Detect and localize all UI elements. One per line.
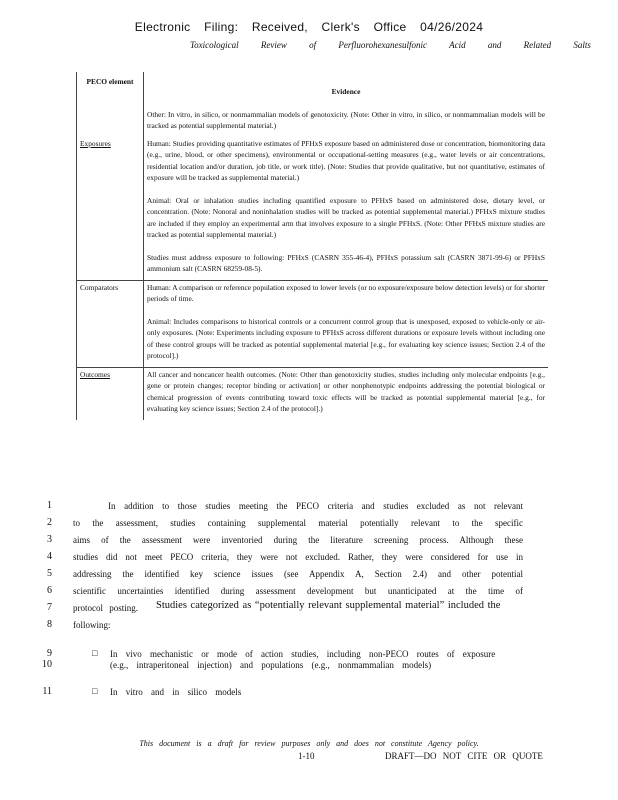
checkbox-bullet-icon: □ [92,648,98,658]
line-number: 9 [47,648,52,659]
page-number: 1-10 [298,751,315,761]
row-evidence-comparators: Human: A comparison or reference population exposed to lower levels (or no exposure/exposure below detection levels) or for shorter periods of time. Animal: Includes comparisons to historical controls or a concurrent control group that is unexposed, exposed to vehicle-only or air-only exposures. (Note: Experiments including exposure to PFHxS across different durations or exposure levels without including one of these control groups will be tracked as potential supplemental material [e.g., for evaluating key science issues; Section 2.4 of the protocol].) [144,280,549,367]
line-number: 5 [47,568,52,579]
body-line: protocol posting. [73,603,138,613]
line-number: 4 [47,551,52,562]
body-line: following: [73,620,111,630]
body-line: addressing the identified key science issues (see Appendix A, Section 2.4) and other potential [73,569,523,579]
table-row [77,280,549,367]
table-header-row [77,72,549,101]
document-title: Toxicological Review of Perfluorohexanesulfonic Acid and Related Salts [190,40,591,50]
list-item: (e.g., intraperitoneal injection) and populations (e.g., nonmammalian models) [110,660,432,670]
body-line: aims of the assessment were inventoried during the literature screening process. Although these [73,535,523,545]
table-row [77,101,549,137]
list-item: In vitro and in silico models [110,687,242,697]
body-line: scientific uncertainties identified during assessment development but unanticipated at the time of [73,586,523,596]
row-label-comparators: Comparators [77,280,144,367]
line-number: 1 [47,500,52,511]
line-number: 10 [42,659,52,670]
row-label-outcomes: Outcomes [77,367,144,420]
body-line: Studies categorized as “potentially relevant supplemental material” included the [156,600,501,611]
col-header-evidence: Evidence [144,72,549,101]
peco-table [76,72,548,420]
line-number: 8 [47,619,52,630]
list-item: In vivo mechanistic or mode of action studies, including non-PECO routes of exposure [110,649,496,659]
line-number: 11 [42,686,52,697]
filing-stamp: Electronic Filing: Received, Clerk's Office 04/26/2024 [134,20,484,34]
checkbox-bullet-icon: □ [92,686,98,696]
draft-notice: DRAFT—DO NOT CITE OR QUOTE [385,751,543,761]
row-evidence: Other: In vitro, in silico, or nonmammalian models of genotoxicity. (Note: Other in vitro, in silico, or nonmammalian models will be tracked as potential supplemental material.) [144,101,549,137]
line-number: 7 [47,602,52,613]
row-label [77,101,144,137]
row-evidence-outcomes: All cancer and noncancer health outcomes. (Note: Other than genotoxicity studies, studies including only molecular endpoints [e.g., gene or protein changes; receptor binding or activation] or other nonphenotypic endpoints addressing the potential biological or chemical progression of events contributing toward toxic effects will be tracked as potential supplemental material [e.g., for evaluating key science issues; Section 2.4 of the protocol].) [144,367,549,420]
line-number: 6 [47,585,52,596]
line-number: 3 [47,534,52,545]
row-label-exposures: Exposures [77,137,144,281]
body-line: studies did not meet PECO criteria, they were not excluded. Rather, they were considered for use in [73,552,523,562]
table-row [77,367,549,420]
row-evidence-exposures: Human: Studies providing quantitative estimates of PFHxS exposure based on administered dose or concentration, biomonitoring data (e.g., urine, blood, or other specimens), environmental or occupational-setting measures (e.g., water levels or air concentrations, residential location and/or duration, job title, or work title). (Note: Studies that provide qualitative, but not quantitative, estimates of exposure will be tracked as supplemental material.) Animal: Oral or inhalation studies including quantified exposure to PFHxS based on administered dose, dietary level, or concentration. (Note: Nonoral and noninhalation studies will be tracked as potential supplemental material.) PFHxS mixture studies are included if they employ an experimental arm that involves exposure to a single PFHxS. (Note: Other PFHxS mixture studies are tracked as potential supplemental material.) Studies must address exposure to following: PFHxS (CASRN 355-46-4), PFHxS potassium salt (CASRN 3871-99-6) or PFHxS ammonium salt (CASRN 68259-08-5). [144,137,549,281]
body-line: to the assessment, studies containing supplemental material potentially relevant to the specific [73,518,523,528]
footer-disclaimer: This document is a draft for review purposes only and does not constitute Agency policy. [139,739,479,748]
line-number: 2 [47,517,52,528]
body-line: In addition to those studies meeting the PECO criteria and studies excluded as not relevant [108,501,523,511]
col-header-peco: PECO element [77,72,144,101]
table-row [77,137,549,281]
